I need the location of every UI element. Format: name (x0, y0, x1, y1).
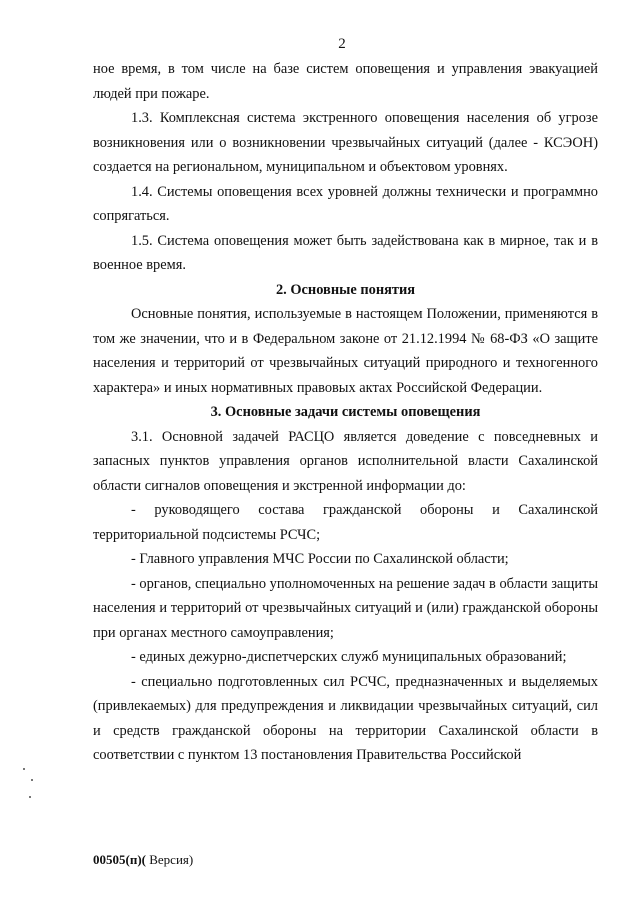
list-item: - Главного управления МЧС России по Сахалинской области; (131, 551, 509, 567)
paragraph-3-1: 3.1. Основной задачей РАСЦО является доведение с повседневных и запасных пунктов управления органов исполнительной власти Сахалинской области сигналов оповещения и экстренной информации до: (93, 428, 598, 494)
list-item: - руководящего состава гражданской обороны и Сахалинской территориальной подсистемы РСЧС; (93, 502, 598, 543)
scan-speck (29, 796, 31, 798)
page-number: 2 (338, 36, 346, 52)
section-2-text: Основные понятия, используемые в настоящем Положении, применяются в том же значении, что и в Федеральном законе от 21.12.1994 № 68-ФЗ «О защите населения и территорий от чрезвычайных ситуаций природного и техногенного характера» и иных нормативных правовых актах Российской Федерации. (93, 306, 598, 396)
list-item: - единых дежурно-диспетчерских служб муниципальных образований; (131, 649, 567, 665)
paragraph-1-4: 1.4. Системы оповещения всех уровней должны технически и программно сопрягаться. (93, 183, 598, 224)
document-code: 00505(п)( (93, 852, 146, 867)
document-footer (93, 852, 193, 868)
document-body (93, 57, 598, 768)
paragraph-1-3: 1.3. Комплексная система экстренного оповещения населения об угрозе возникновения или о возникновении чрезвычайных ситуаций (далее - КСЭОН) создается на региональном, муниципальном и объектовом уровнях. (93, 110, 598, 175)
section-3-heading: 3. Основные задачи системы оповещения (210, 404, 481, 420)
scan-speck (23, 768, 25, 770)
paragraph-1-5: 1.5. Система оповещения может быть задействована как в мирное, так и в военное время. (93, 232, 598, 273)
list-item: - специально подготовленных сил РСЧС, предназначенных и выделяемых (привлекаемых) для предупреждения и ликвидации чрезвычайных ситуаций, сил и средств гражданской обороны на территории Сахалинской области в соответствии с пунктом 13 постановления Правительства Российской (93, 673, 598, 763)
list-item: - органов, специально уполномоченных на решение задач в области защиты населения и территорий от чрезвычайных ситуаций и (или) гражданской обороны при органах местного самоуправления; (93, 575, 598, 641)
section-2-heading: 2. Основные понятия (275, 281, 416, 298)
scan-speck (31, 779, 33, 781)
paragraph-continuation: ное время, в том числе на базе систем оповещения и управления эвакуацией людей при пожаре. (93, 61, 598, 102)
document-version: Версия) (145, 852, 194, 867)
